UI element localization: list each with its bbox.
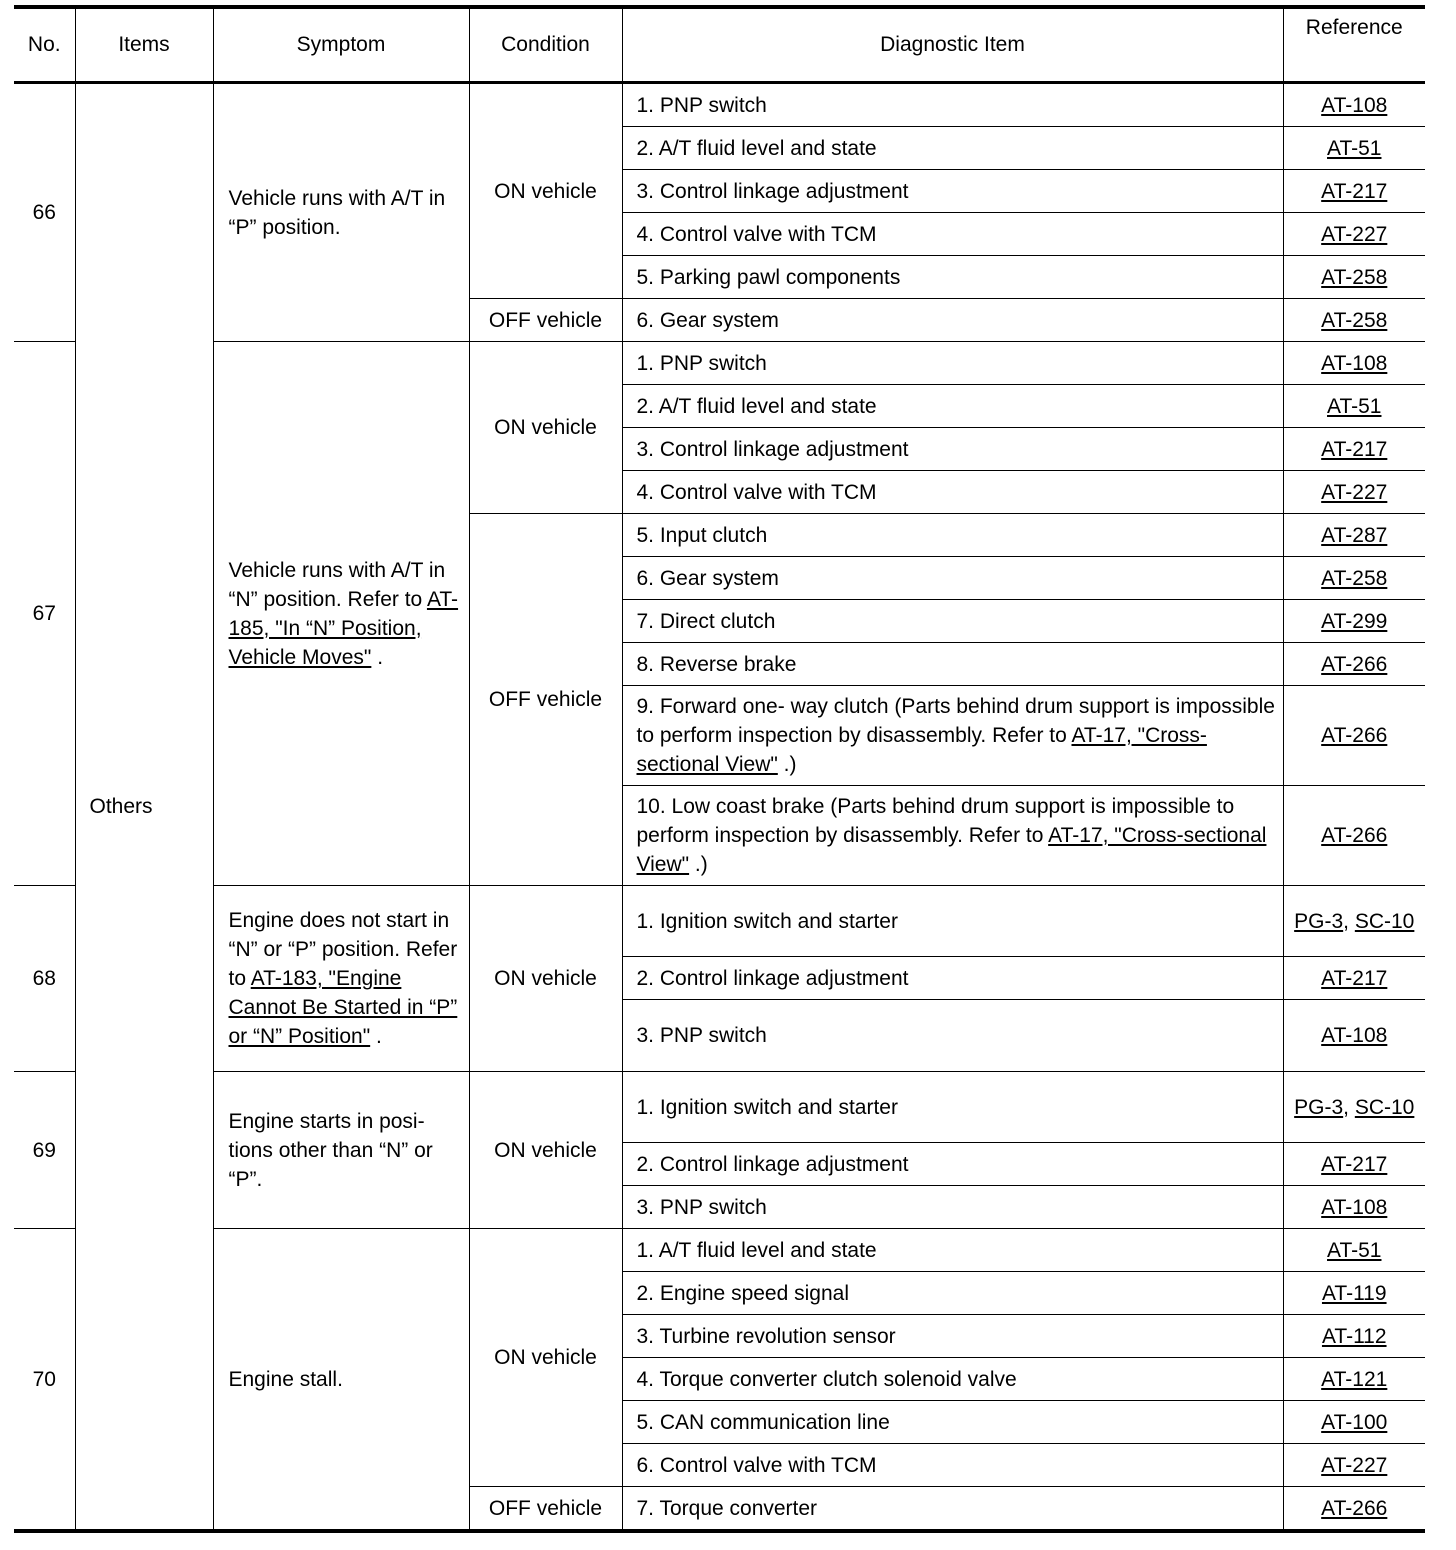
symptom-reference-link[interactable]: AT-183, "Engine Cannot Be Started in “P” or “N” Position" bbox=[228, 967, 458, 1048]
reference-link[interactable]: AT-227 bbox=[1321, 480, 1388, 504]
condition-cell: OFF vehicle bbox=[469, 1487, 622, 1532]
diagnostic-reference-link[interactable]: AT-17, "Cross-sectional View" bbox=[636, 824, 1267, 876]
diagnostic-text: 10. Low coast brake (Parts behind drum support is impossible to perform inspection by disassembly. Refer to bbox=[636, 795, 1235, 847]
diagnostic-item: 3. PNP switch bbox=[622, 1186, 1283, 1229]
symptom-cell bbox=[213, 886, 469, 1072]
diagnostic-reference-link[interactable]: AT-17, "Cross-sectional View" bbox=[636, 724, 1207, 776]
reference-link[interactable]: AT-108 bbox=[1321, 351, 1388, 375]
reference-link[interactable]: AT-266 bbox=[1321, 824, 1388, 847]
reference-link[interactable]: AT-266 bbox=[1321, 652, 1388, 676]
diagnostic-item: 2. Control linkage adjustment bbox=[622, 1143, 1283, 1186]
diagnostic-item: 2. A/T fluid level and state bbox=[622, 385, 1283, 428]
reference-link[interactable]: AT-258 bbox=[1321, 566, 1388, 590]
table-row bbox=[14, 83, 1425, 127]
symptom-cell: Engine stall. bbox=[213, 1229, 469, 1532]
diagnostic-item bbox=[622, 686, 1283, 786]
table-header-row bbox=[14, 7, 1425, 83]
diagnostic-tail: .) bbox=[777, 753, 797, 776]
table-row bbox=[14, 886, 1425, 957]
reference-separator: , bbox=[1343, 1095, 1355, 1119]
row-number: 70 bbox=[14, 1229, 75, 1532]
diagnostic-item: 4. Torque converter clutch solenoid valve bbox=[622, 1358, 1283, 1401]
reference-link[interactable]: AT-121 bbox=[1321, 1367, 1388, 1391]
reference-link[interactable]: SC-10 bbox=[1354, 909, 1415, 933]
diagnostic-item: 5. Input clutch bbox=[622, 514, 1283, 557]
reference-link[interactable]: AT-299 bbox=[1321, 609, 1388, 633]
reference-link[interactable]: AT-51 bbox=[1327, 394, 1382, 418]
reference-link[interactable]: AT-108 bbox=[1321, 1024, 1388, 1047]
reference-link[interactable]: AT-217 bbox=[1321, 1152, 1388, 1176]
condition-cell: ON vehicle bbox=[469, 886, 622, 1072]
reference-link[interactable]: AT-108 bbox=[1321, 1195, 1388, 1219]
diagnostic-item: 3. Turbine revolution sensor bbox=[622, 1315, 1283, 1358]
symptom-tail: . bbox=[371, 645, 384, 669]
symptom-cell: Vehicle runs with A/T in “P” position. bbox=[213, 83, 469, 342]
diagnostic-tail: .) bbox=[689, 853, 708, 876]
reference-link[interactable]: AT-287 bbox=[1321, 523, 1388, 547]
symptom-cell: Engine starts in posi-tions other than “N” or “P”. bbox=[213, 1072, 469, 1229]
items-category: Others bbox=[75, 83, 213, 1532]
diagnostic-item: 1. PNP switch bbox=[622, 83, 1283, 127]
reference-link[interactable]: AT-217 bbox=[1321, 179, 1388, 203]
reference-link[interactable]: AT-258 bbox=[1321, 265, 1388, 289]
reference-link[interactable]: AT-227 bbox=[1321, 1453, 1388, 1477]
reference-link[interactable]: AT-108 bbox=[1321, 93, 1388, 117]
reference-link[interactable]: AT-119 bbox=[1321, 1281, 1387, 1305]
header-reference: Reference bbox=[1283, 7, 1425, 83]
diagnostic-item: 1. Ignition switch and starter bbox=[622, 1072, 1283, 1143]
reference-separator: , bbox=[1343, 909, 1355, 933]
symptom-tail: . bbox=[370, 1025, 382, 1048]
reference-link[interactable]: PG-3 bbox=[1294, 1095, 1344, 1119]
diagnostic-item: 4. Control valve with TCM bbox=[622, 471, 1283, 514]
diagnostic-item: 6. Gear system bbox=[622, 299, 1283, 342]
reference-link[interactable]: AT-266 bbox=[1321, 724, 1388, 747]
header-items: Items bbox=[75, 7, 213, 83]
diagnostic-item: 2. Engine speed signal bbox=[622, 1272, 1283, 1315]
table-row bbox=[14, 342, 1425, 385]
reference-link[interactable]: AT-266 bbox=[1321, 1496, 1388, 1520]
diagnostic-item: 3. PNP switch bbox=[622, 1000, 1283, 1072]
diagnostic-item: 2. Control linkage adjustment bbox=[622, 957, 1283, 1000]
table-row bbox=[14, 1072, 1425, 1143]
table-row bbox=[14, 1229, 1425, 1272]
header-condition: Condition bbox=[469, 7, 622, 83]
header-diagnostic-item: Diagnostic Item bbox=[622, 7, 1283, 83]
diagnostic-item bbox=[622, 786, 1283, 886]
diagnostic-item: 5. CAN communication line bbox=[622, 1401, 1283, 1444]
header-no: No. bbox=[14, 7, 75, 83]
diagnostic-item: 2. A/T fluid level and state bbox=[622, 127, 1283, 170]
diagnostic-item: 1. A/T fluid level and state bbox=[622, 1229, 1283, 1272]
row-number: 69 bbox=[14, 1072, 75, 1229]
row-number: 66 bbox=[14, 83, 75, 342]
symptom-text: Engine does not start in “N” or “P” position. Refer to bbox=[228, 909, 458, 990]
diagnostic-item: 1. PNP switch bbox=[622, 342, 1283, 385]
diagnostic-item: 1. Ignition switch and starter bbox=[622, 886, 1283, 957]
diagnostic-item: 4. Control valve with TCM bbox=[622, 213, 1283, 256]
diagnostic-item: 7. Direct clutch bbox=[622, 600, 1283, 643]
reference-link[interactable]: AT-258 bbox=[1321, 308, 1388, 332]
condition-cell: OFF vehicle bbox=[469, 299, 622, 342]
diagnostic-text: 9. Forward one- way clutch (Parts behind drum support is impossible to perform inspection by disassembly. Refer to bbox=[636, 695, 1275, 747]
diagnostic-item: 7. Torque converter bbox=[622, 1487, 1283, 1532]
reference-link[interactable]: AT-217 bbox=[1321, 966, 1388, 990]
diagnostic-item: 3. Control linkage adjustment bbox=[622, 428, 1283, 471]
diagnostic-item: 6. Control valve with TCM bbox=[622, 1444, 1283, 1487]
condition-cell: ON vehicle bbox=[469, 1229, 622, 1487]
reference-link[interactable]: AT-51 bbox=[1327, 136, 1382, 160]
diagnostic-item: 3. Control linkage adjustment bbox=[622, 170, 1283, 213]
header-symptom: Symptom bbox=[213, 7, 469, 83]
reference-link[interactable]: AT-112 bbox=[1321, 1324, 1387, 1348]
reference-link[interactable]: AT-100 bbox=[1321, 1410, 1388, 1434]
diagnostic-item: 8. Reverse brake bbox=[622, 643, 1283, 686]
symptom-reference-link[interactable]: AT-185, "In “N” Position, Vehicle Moves" bbox=[228, 587, 459, 669]
diagnostic-item: 6. Gear system bbox=[622, 557, 1283, 600]
condition-cell: ON vehicle bbox=[469, 1072, 622, 1229]
condition-cell: ON vehicle bbox=[469, 83, 622, 299]
row-number: 68 bbox=[14, 886, 75, 1072]
reference-link[interactable]: AT-217 bbox=[1321, 437, 1388, 461]
diagnosis-table bbox=[14, 5, 1425, 1533]
reference-link[interactable]: PG-3 bbox=[1294, 909, 1344, 933]
reference-link[interactable]: AT-51 bbox=[1327, 1238, 1382, 1262]
condition-cell: OFF vehicle bbox=[469, 514, 622, 886]
row-number: 67 bbox=[14, 342, 75, 886]
reference-link[interactable]: SC-10 bbox=[1354, 1095, 1415, 1119]
symptom-text: Vehicle runs with A/T in “N” position. Refer to bbox=[228, 558, 446, 611]
diagnostic-item: 5. Parking pawl components bbox=[622, 256, 1283, 299]
symptom-cell bbox=[213, 342, 469, 886]
reference-link[interactable]: AT-227 bbox=[1321, 222, 1388, 246]
condition-cell: ON vehicle bbox=[469, 342, 622, 514]
